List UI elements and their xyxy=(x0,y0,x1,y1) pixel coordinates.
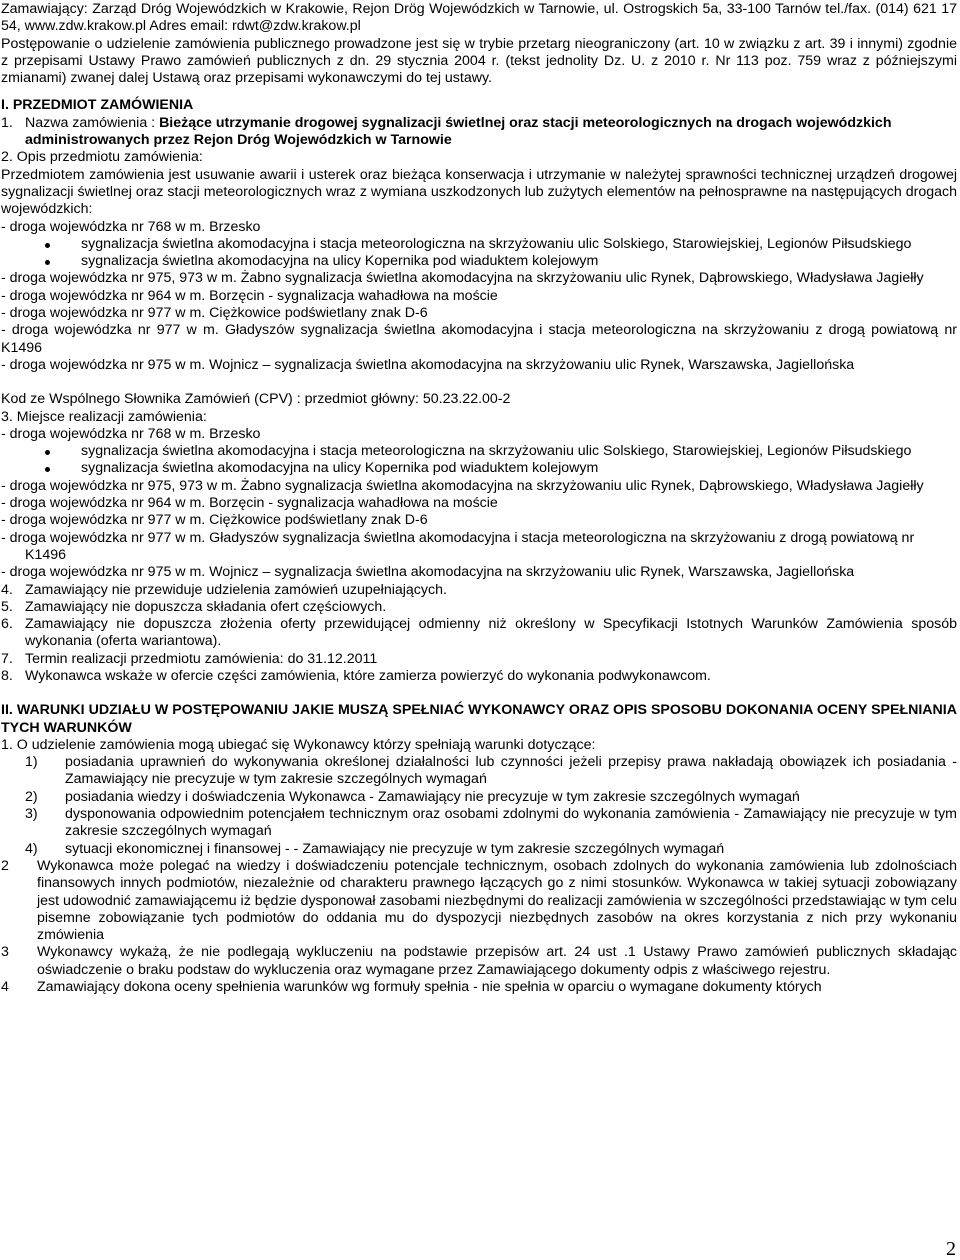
item-number: 4 xyxy=(1,979,9,996)
item-number: 6. xyxy=(1,616,13,633)
item-1-label: Nazwa zamówienia : xyxy=(25,114,160,131)
cpv-code: Kod ze Wspólnego Słownika Zamówień (CPV) : przedmiot główny: 50.23.22.00-2 xyxy=(1,391,511,408)
item-text: Zamawiający dokona oceny spełnienia warunków wg formuły spełnia - nie spełnia w oparciu o wymagane dokumenty których xyxy=(37,979,822,996)
road-list-1-item: - droga wojewódzka nr 975 w m. Wojnicz – sygnalizacja świetlna akomodacyjna na skrzyżowaniu ulic Rynek, Warszawska, Jagiellońska xyxy=(1,356,855,373)
condition-number: 2) xyxy=(25,788,38,805)
item-1-title: Bieżące utrzymanie drogowej sygnalizacji świetlnej oraz stacji meteorologicznych na drogach wojewódzkich administrowanych przez Rejon Dróg Wojewódzkich w Tarnowie xyxy=(25,114,892,149)
road-list-2-item: - droga wojewódzka nr 975 w m. Wojnicz – sygnalizacja świetlna akomodacyjna na skrzyżowaniu ulic Rynek, Warszawska, Jagiellońska xyxy=(1,564,855,581)
item-4 xyxy=(1,582,957,599)
item-3: 3. Miejsce realizacji zamówienia: xyxy=(1,408,207,425)
item-text: Zamawiający nie dopuszcza składania ofert częściowych. xyxy=(25,598,387,615)
item-number: 3 xyxy=(1,944,9,961)
section-2-item-4 xyxy=(1,979,957,996)
item-number: 4. xyxy=(1,581,13,598)
road-list-1-item: - droga wojewódzka nr 964 w m. Borzęcin - sygnalizacja wahadłowa na moście xyxy=(1,287,498,304)
road-list-2-item: - droga wojewódzka nr 975, 973 w m. Żabno sygnalizacja świetlna akomodacyjna na skrzyżowaniu ulic Rynek, Dąbrowskiego, Władysława Jagiełły xyxy=(1,477,924,494)
section-1-heading: I. PRZEDMIOT ZAMÓWIENIA xyxy=(1,97,194,114)
page-number: 2 xyxy=(946,1237,956,1260)
section-2-item-2 xyxy=(1,858,957,944)
item-5 xyxy=(1,599,957,616)
document-page xyxy=(1,1,957,996)
road-list-1-item: - droga wojewódzka nr 768 w m. Brzesko xyxy=(1,218,261,235)
item-1-number: 1. xyxy=(1,114,13,131)
road-list-2-item: - droga wojewódzka nr 977 w m. Ciężkowice podświetlany znak D-6 xyxy=(1,512,428,529)
condition-number: 3) xyxy=(25,806,38,823)
condition-2 xyxy=(1,789,957,806)
condition-number: 4) xyxy=(25,840,38,857)
item-number: 7. xyxy=(1,650,13,667)
item-number: 5. xyxy=(1,598,13,615)
header-procedure: Postępowanie o udzielenie zamówienia publicznego prowadzone jest się w trybie przetarg nieograniczony (art. 10 w związku z art. 39 i innymi) zgodnie z przepisami Ustawy Prawo zamówień publicznych z dn. 29 stycznia 2004 r. (tekst jednolity Dz. U. z 2010 r. Nr 113 poz. 759 wraz z późniejszymi zmianami) zwanej dalej Ustawą oraz przepisami wykonawczymi do tej ustawy. xyxy=(1,35,957,87)
item-number: 2 xyxy=(1,857,9,874)
item-text: Wykonawca może polegać na wiedzy i doświadczeniu potencjale technicznym, osobach zdolnych do wykonania zamówienia lub zdolnościach finansowych innych podmiotów, niezależnie od charakteru prawnego łączących go z nimi stosunków. Wykonawca w takiej sytuacji zobowiązany jest udowodnić zamawiającemu iż będzie dysponował zasobami niezbędnymi do realizacji zamówienia w szczególności przedstawiając w tym celu pisemne zobowiązanie tych podmiotów do oddania mu do dyspozycji niezbędnych zasobów na okres korzystania z nich przy wykonaniu zmówienia xyxy=(37,857,957,944)
road-list-2-bullet: sygnalizacja świetlna akomodacyjna na ulicy Kopernika pod wiaduktem kolejowym xyxy=(1,460,957,477)
section-2-heading: II. WARUNKI UDZIAŁU W POSTĘPOWANIU JAKIE MUSZĄ SPEŁNIAĆ WYKONAWCY ORAZ OPIS SPOSOBU DOKONANIA OCENY SPEŁNIANIA TYCH WARUNKÓW xyxy=(1,702,957,736)
condition-number: 1) xyxy=(25,754,38,771)
road-list-2-item: - droga wojewódzka nr 964 w m. Borzęcin - sygnalizacja wahadłowa na moście xyxy=(1,495,498,512)
condition-4 xyxy=(1,841,957,858)
condition-3 xyxy=(1,806,957,841)
condition-text: dysponowania odpowiednim potencjałem technicznym oraz osobami zdolnymi do wykonania zamówienia - Zamawiający nie precyzuje w tym zakresie szczególnych wymagań xyxy=(65,806,957,840)
item-text: Zamawiający nie dopuszcza złożenia oferty przewidującej odmienny niż określony w Specyfikacji Istotnych Warunków Zamówienia sposób wykonania (oferta wariantowa). xyxy=(25,616,957,650)
section-2-para-1: 1. O udzielenie zamówienia mogą ubiegać się Wykonawcy którzy spełniają warunki dotyczące: xyxy=(1,736,596,753)
road-list-2-item: - droga wojewódzka nr 977 w m. Gładyszów sygnalizacja świetlna akomodacyjna i stacja meteorologiczna na skrzyżowaniu z drogą powiatową nr K1496 xyxy=(1,529,915,563)
condition-text: posiadania wiedzy i doświadczenia Wykonawca - Zamawiający nie precyzuje w tym zakresie szczególnych wymagań xyxy=(65,788,800,805)
section-2-item-3 xyxy=(1,944,957,979)
item-6 xyxy=(1,616,957,651)
item-text: Zamawiający nie przewiduje udzielenia zamówień uzupełniających. xyxy=(25,581,447,598)
item-8 xyxy=(1,668,957,685)
condition-text: posiadania uprawnień do wykonywania określonej działalności lub czynności jeżeli przepisy prawa nakładają obowiązek ich posiadania - Zamawiający nie precyzuje w tym zakresie szczególnych wymagań xyxy=(65,754,957,788)
road-list-1-bullet: sygnalizacja świetlna akomodacyjna i stacja meteorologiczna na skrzyżowaniu ulic Solskiego, Starowiejskiej, Legionów Piłsudskiego xyxy=(1,236,957,253)
road-list-1-bullet: sygnalizacja świetlna akomodacyjna na ulicy Kopernika pod wiaduktem kolejowym xyxy=(1,253,957,270)
item-2: 2. Opis przedmiotu zamówienia: xyxy=(1,149,203,166)
header-contact: Zamawiający: Zarząd Dróg Wojewódzkich w Krakowie, Rejon Drög Wojewódzkich w Tarnowie, ul. Ostrogskich 5a, 33-100 Tarnów tel./fax. (014) 621 17 54, www.zdw.krakow.pl Adres email: rdwt@zdw.krakow.pl xyxy=(1,1,957,35)
item-1 xyxy=(1,115,957,150)
item-text: Termin realizacji przedmiotu zamówienia: do 31.12.2011 xyxy=(25,650,378,667)
road-list-1-item: - droga wojewódzka nr 977 w m. Gładyszów sygnalizacja świetlna akomodacyjna i stacja meteorologiczna na skrzyżowaniu z drogą powiatową nr K1496 xyxy=(1,322,957,356)
item-7 xyxy=(1,651,957,668)
road-list-2-bullet: sygnalizacja świetlna akomodacyjna i stacja meteorologiczna na skrzyżowaniu ulic Solskiego, Starowiejskiej, Legionów Piłsudskiego xyxy=(1,443,957,460)
item-text: Wykonawcy wykażą, że nie podlegają wykluczeniu na podstawie przepisów art. 24 ust .1 Ustawy Prawo zamówień publicznych składając oświadczenie o braku podstaw do wykluczenia oraz wymagane przez Zamawiającego dokumenty odpis z właściwego rejestru. xyxy=(37,944,957,978)
item-number: 8. xyxy=(1,667,13,684)
road-list-2-item: - droga wojewódzka nr 768 w m. Brzesko xyxy=(1,425,261,442)
item-text: Wykonawca wskaże w ofercie części zamówienia, które zamierza powierzyć do wykonania podwykonawcom. xyxy=(25,667,711,684)
road-list-1-item: - droga wojewódzka nr 975, 973 w m. Żabno sygnalizacja świetlna akomodacyjna na skrzyżowaniu ulic Rynek, Dąbrowskiego, Władysława Jagiełły xyxy=(1,270,924,287)
condition-text: sytuacji ekonomicznej i finansowej - - Zamawiający nie precyzuje w tym zakresie szczególnych wymagań xyxy=(65,840,725,857)
item-2-description: Przedmiotem zamówienia jest usuwanie awarii i usterek oraz bieżąca konserwacja i utrzymanie w należytej sprawności technicznej urządzeń drogowej sygnalizacji świetlnej oraz stacji meteorologicznych wraz z wymiana uszkodzonych lub zużytych elementów na pełnosprawne na następujących drogach wojewódzkich: xyxy=(1,166,957,218)
road-list-1-item: - droga wojewódzka nr 977 w m. Ciężkowice podświetlany znak D-6 xyxy=(1,305,428,322)
condition-1 xyxy=(1,754,957,789)
